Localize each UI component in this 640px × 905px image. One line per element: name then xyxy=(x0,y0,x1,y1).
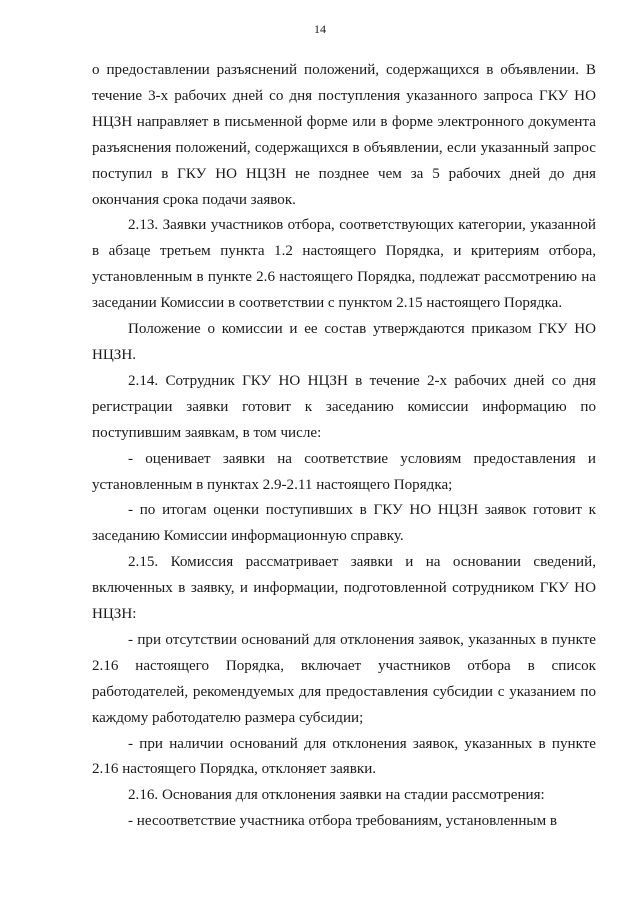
paragraph-2-15: 2.15. Комиссия рассматривает заявки и на основании сведений, включенных в заявку, и информации, подготовленной сотрудником ГКУ НО НЦЗН: xyxy=(92,554,596,623)
list-item-noncompliance: - несоответствие участника отбора требованиям, установленным в xyxy=(128,813,558,830)
paragraph-2-13: 2.13. Заявки участников отбора, соответствующих категории, указанной в абзаце третьем пункта 1.2 настоящего Порядка, и критериям отбора, установленным в пункте 2.6 настоящего Порядка, подлежат рассмотрению на заседании Комиссии в соответствии с пунктом 2.15 настоящего Порядка. xyxy=(92,217,596,312)
paragraph-clarification: о предоставлении разъяснений положений, содержащихся в объявлении. В течение 3-х рабочих дней со дня поступления указанного запроса ГКУ НО НЦЗН направляет в письменной форме или в форме электронного документа разъяснения положений, содержащихся в объявлении, если указанный запрос поступил в ГКУ НО НЦЗН не позднее чем за 5 рабочих дней до дня окончания срока подачи заявок. xyxy=(92,62,596,208)
paragraph-2-14: 2.14. Сотрудник ГКУ НО НЦЗН в течение 2-х рабочих дней со дня регистрации заявки готовит к заседанию комиссии информацию по поступившим заявкам, в том числе: xyxy=(92,372,596,441)
document-body xyxy=(92,58,596,835)
paragraph-2-16: 2.16. Основания для отклонения заявки на стадии рассмотрения: xyxy=(128,787,545,804)
list-item-prepare-reference: - по итогам оценки поступивших в ГКУ НО НЦЗН заявок готовит к заседанию Комиссии информационную справку. xyxy=(92,502,596,545)
list-item-include-participants: - при отсутствии оснований для отклонения заявок, указанных в пункте 2.16 настоящего Порядка, включает участников отбора в список работодателей, рекомендуемых для предоставления субсидии с указанием по каждому работодателю размера субсидии; xyxy=(92,631,596,726)
list-item-reject-applications: - при наличии оснований для отклонения заявок, указанных в пункте 2.16 настоящего Порядка, отклоняет заявки. xyxy=(92,735,596,778)
list-item-evaluate-applications: - оценивает заявки на соответствие условиям предоставления и установленным в пунктах 2.9-2.11 настоящего Порядка; xyxy=(92,450,596,493)
paragraph-commission-regulation: Положение о комиссии и ее состав утверждаются приказом ГКУ НО НЦЗН. xyxy=(92,321,596,363)
page-number: 14 xyxy=(314,22,326,36)
